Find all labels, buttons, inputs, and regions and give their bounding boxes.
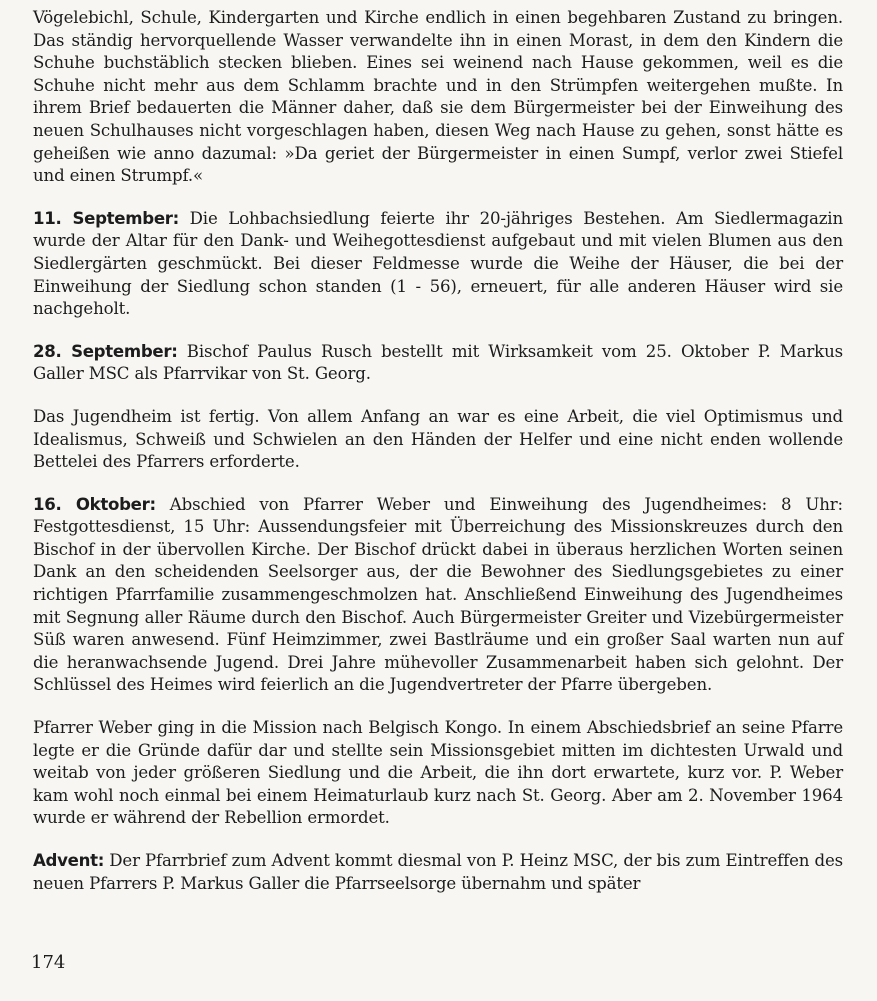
paragraph-text: Abschied von Pfarrer Weber und Einweihung des Jugendheimes: 8 Uhr: Festgottesdienst, 15 Uhr: Aussendungsfeier mit Überreichung des Missionskreuzes durch den Bischof in der übervollen Kirche. Der Bischof drückt dabei in überaus herzlichen Worten seinen Dank an den scheidenden Seelsorger aus, der die Bewohner des Siedlungsgebietes zu einer richtigen Pfarrfamilie zusammengeschmolzen hat. Anschließend Einweihung des Jugendheimes mit Segnung aller Räume durch den Bischof. Auch Bürgermeister Greiter und Vizebürgermeister Süß waren anwesend. Fünf Heimzimmer, zwei Bastlräume und ein großer Saal warten nun auf die heranwachsende Jugend. Drei Jahre mühevoller Zusammenarbeit haben sich gelohnt. Der Schlüssel des Heimes wird feierlich an die Jugendvertreter der Pfarre übergeben. (33, 494, 843, 695)
paragraph-text: Die Lohbachsiedlung feierte ihr 20-jähriges Bestehen. Am Siedlermagazin wurde der Altar für den Dank- und Weihegottesdienst aufgebaut und mit vielen Blumen aus den Siedlergärten geschmückt. Bei dieser Feldmesse wurde die Weihe der Häuser, die bei der Einweihung der Siedlung schon standen (1 - 56), erneuert, für alle anderen Häuser wird sie nachgeholt. (33, 208, 843, 319)
paragraph-text: Bischof Paulus Rusch bestellt mit Wirksamkeit vom 25. Oktober P. Markus Galler MSC als Pfarrvikar von St. Georg. (33, 341, 843, 384)
page-number: 174 (31, 952, 66, 973)
date-heading: 11. September: (33, 208, 179, 228)
paragraph-pfarrer-weber (33, 717, 843, 830)
paragraph-voegelebichl (33, 7, 843, 188)
paragraph-16-oktober (33, 494, 843, 697)
paragraph-text: Vögelebichl, Schule, Kindergarten und Kirche endlich in einen begehbaren Zustand zu bringen. Das ständig hervorquellende Wasser verwandelte ihn in einen Morast, in dem den Kindern die Schuhe buchstäblich stecken blieben. Eines sei weinend nach Hause gekommen, weil es die Schuhe nicht mehr aus dem Schlamm brachte und in den Strümpfen weitergehen mußte. In ihrem Brief bedauerten die Männer daher, daß sie dem Bürgermeister bei der Einweihung des neuen Schulhauses nicht vorgeschlagen haben, diesen Weg nach Hause zu gehen, sonst hätte es geheißen wie anno dazumal: »Da geriet der Bürgermeister in einen Sumpf, verlor zwei Stiefel und einen Strumpf.« (33, 8, 843, 186)
paragraph-text: Pfarrer Weber ging in die Mission nach Belgisch Kongo. In einem Abschiedsbrief an seine Pfarre legte er die Gründe dafür dar und stellte sein Missionsgebiet mitten im dichtesten Urwald und weitab von jeder größeren Siedlung und die Arbeit, die ihn dort erwartete, kurz vor. P. Weber kam wohl noch einmal bei einem Heimaturlaub kurz nach St. Georg. Aber am 2. November 1964 wurde er während der Rebellion ermordet. (33, 718, 843, 828)
paragraph-jugendheim (33, 406, 843, 474)
date-heading: 28. September: (33, 341, 178, 361)
date-heading: Advent: (33, 851, 105, 870)
date-heading: 16. Oktober: (33, 494, 156, 514)
paragraph-11-september (33, 208, 843, 321)
paragraph-text: Das Jugendheim ist fertig. Von allem Anfang an war es eine Arbeit, die viel Optimismus und Idealismus, Schweiß und Schwielen an den Händen der Helfer und eine nicht enden wollende Bettelei des Pfarrers erforderte. (33, 406, 843, 472)
paragraph-28-september (33, 341, 843, 386)
paragraph-advent (33, 850, 843, 895)
paragraph-text: Der Pfarrbrief zum Advent kommt diesmal von P. Heinz MSC, der bis zum Eintreffen des neuen Pfarrers P. Markus Galler die Pfarrseelsorge übernahm und später (33, 851, 843, 893)
